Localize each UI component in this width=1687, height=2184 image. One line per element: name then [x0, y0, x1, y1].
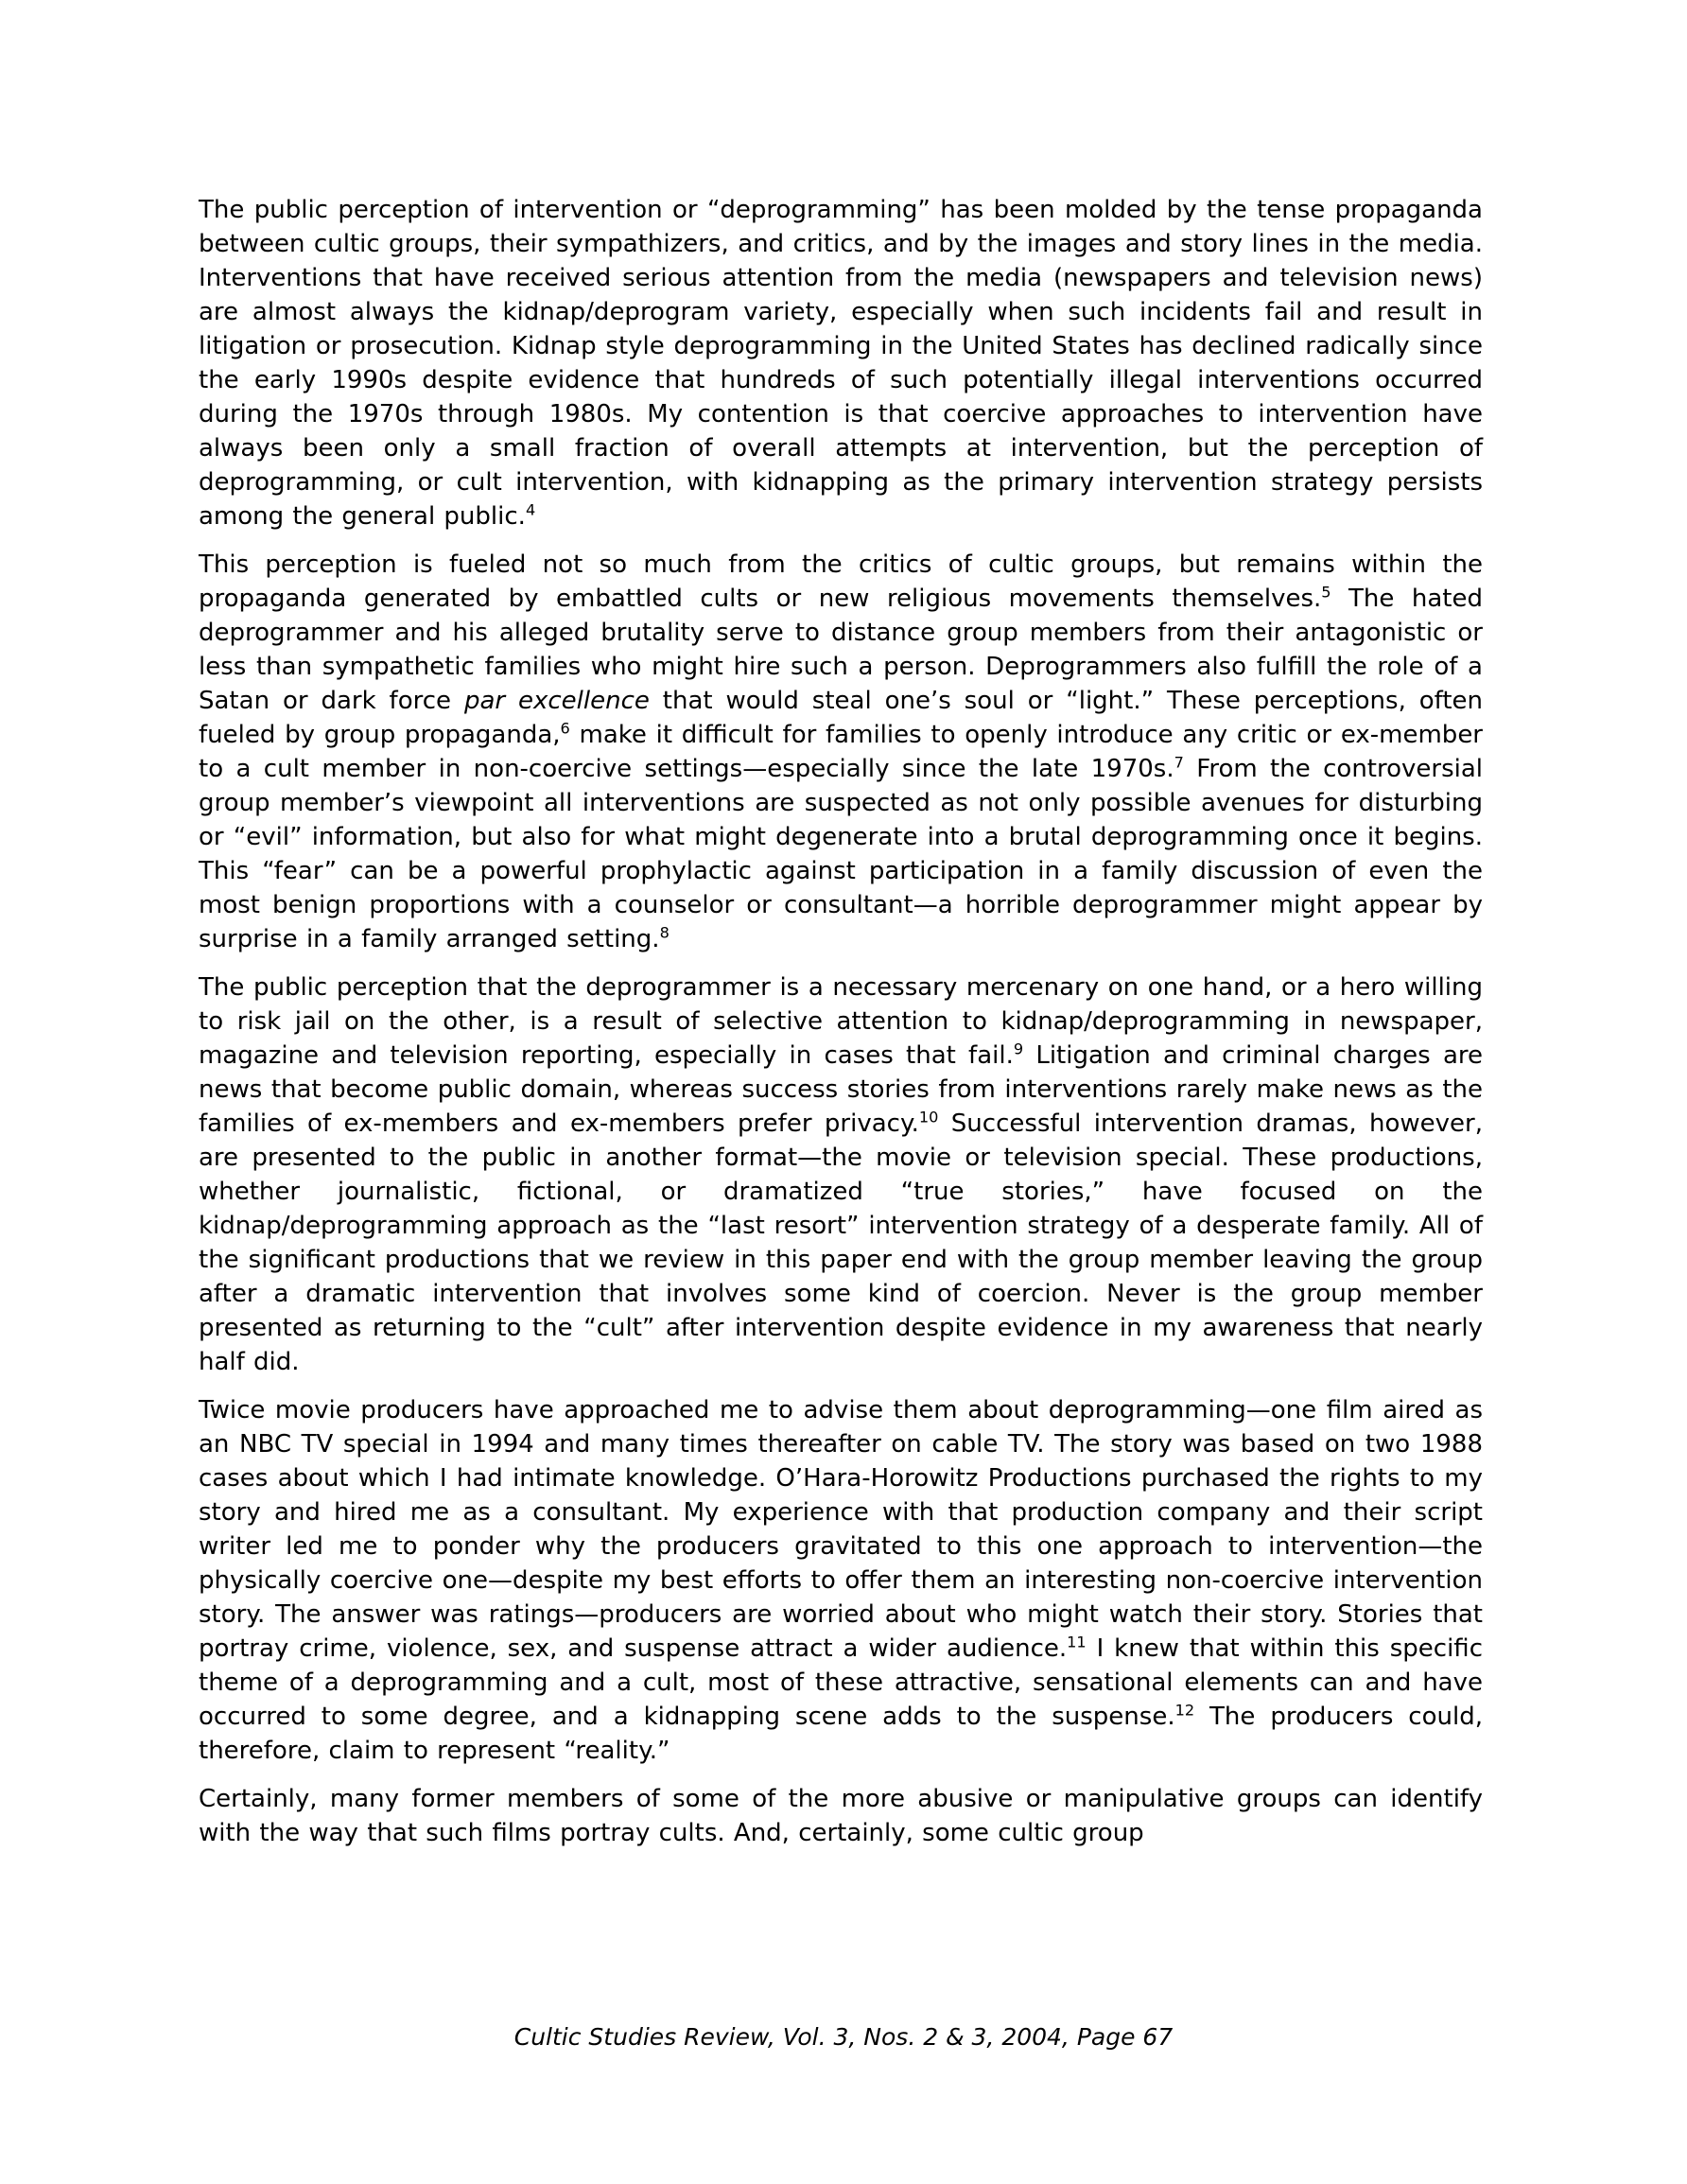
footnote-ref-12: 12 [1174, 1701, 1195, 1720]
paragraph-4: Twice movie producers have approached me to advise them about deprogramming—one film aired as an NBC TV special in 1994 and many times thereafter on cable TV. The story was based on two 1988 cases about which I had intimate knowledge. O’Hara-Horowitz Productions purchased the rights to my story and hired me as a consultant. My experience with that production company and their script writer led me to ponder why the producers gravitated to this one approach to intervention—the physically coercive one—despite my best efforts to offer them an interesting non-coercive intervention story. The answer was ratings—producers are worried about who might watch their story. Stories that portray crime, violence, sex, and suspense attract a wider audience.$^{11}$ I knew that within this specific theme of a deprogramming and a cult, most of these attractive, sensational elements can and have occurred to some degree, and a kidnapping scene adds to the suspense.$^{12}$ The producers could, therefore, claim to represent “reality.” [199, 1396, 1483, 1765]
footnote-ref-11: 11 [1067, 1633, 1087, 1651]
paragraph-1: The public perception of intervention or “deprogramming” has been molded by the tense propaganda between cultic groups, their sympathizers, and critics, and by the images and story lines in the media. Interventions that have received serious attention from the media (newspapers and television news) are almost always the kidnap/deprogram variety, especially when such incidents fail and result in litigation or prosecution. Kidnap style deprogramming in the United States has declined radically since the early 1990s despite evidence that hundreds of such potentially illegal interventions occurred during the 1970s through 1980s. My contention is that coercive approaches to intervention have always been only a small fraction of overall attempts at intervention, but the perception of deprogramming, or cult intervention, with kidnapping as the primary intervention strategy persists among the general public.$^4$ [199, 196, 1483, 531]
footnote-ref-4: 4 [525, 500, 536, 519]
document-body [199, 193, 1483, 1850]
paragraph-2: This perception is fueled not so much from the critics of cultic groups, but remains within the propaganda generated by embattled cults or new religious movements themselves.$^5$ The hated deprogrammer and his alleged brutality serve to distance group members from their antagonistic or less than sympathetic families who might hire such a person. Deprogrammers also fulfill the role of a Satan or dark force par excellence that would steal one’s soul or “light.” These perceptions, often fueled by group propaganda,$^6$ make it difficult for families to openly introduce any critic or ex-member to a cult member in non-coercive settings—especially since the late 1970s.$^7$ From the controversial group member’s viewpoint all interventions are suspected as not only possible avenues for disturbing or “evil” information, but also for what might degenerate into a brutal deprogramming once it begins. This “fear” can be a powerful prophylactic against participation in a family discussion of even the most benign proportions with a counselor or consultant—a horrible deprogrammer might appear by surprise in a family arranged setting.$^8$ [199, 550, 1484, 953]
page-footer: Cultic Studies Review, Vol. 3, Nos. 2 & 3, 2004, Page 67 [513, 2023, 1174, 2051]
italic-phrase: par excellence [463, 687, 650, 715]
paragraph-5: Certainly, many former members of some of the more abusive or manipulative groups can identify with the way that such films portray cults. And, certainly, some cultic group [199, 1785, 1483, 1847]
footnote-ref-5: 5 [1321, 583, 1331, 602]
paragraph-3: The public perception that the deprogrammer is a necessary mercenary on one hand, or a hero willing to risk jail on the other, is a result of selective attention to kidnap/deprogramming in newspaper, magazine and television reporting, especially in cases that fail.$^9$ Litigation and criminal charges are news that become public domain, whereas success stories from interventions rarely make news as the families of ex-members and ex-members prefer privacy.$^{10}$ Successful intervention dramas, however, are presented to the public in another format—the movie or television special. These productions, whether journalistic, fictional, or dramatized “true stories,” have focused on the kidnap/deprogramming approach as the “last resort” intervention strategy of a desperate family. All of the significant productions that we review in this paper end with the group member leaving the group after a dramatic intervention that involves some kind of coercion. Never is the group member presented as returning to the “cult” after intervention despite evidence in my awareness that nearly half did. [199, 973, 1484, 1376]
footnote-ref-10: 10 [918, 1108, 939, 1127]
footnote-ref-9: 9 [1013, 1040, 1024, 1058]
footnote-ref-7: 7 [1174, 753, 1184, 772]
footnote-ref-6: 6 [560, 719, 570, 738]
footnote-ref-8: 8 [659, 923, 670, 942]
